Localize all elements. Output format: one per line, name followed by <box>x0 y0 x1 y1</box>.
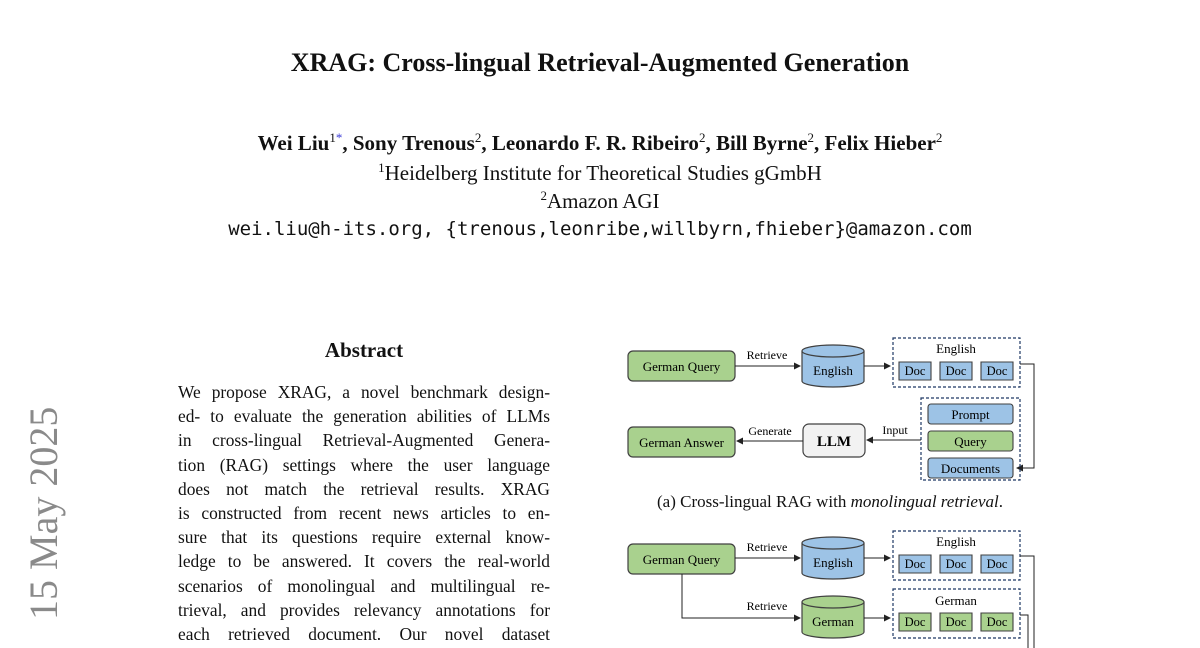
corresponding-mark: * <box>335 130 343 145</box>
german-docs-group-label-b: German <box>935 593 977 608</box>
german-query-label-b: German Query <box>642 552 721 567</box>
affiliation-name: Amazon AGI <box>546 189 660 213</box>
llm-label: LLM <box>816 434 852 450</box>
german-docs-connector-b <box>1020 615 1028 648</box>
english-docs-group-label: English <box>936 341 976 356</box>
affiliation-mark: 1 <box>378 160 385 175</box>
abstract-text <box>178 380 550 646</box>
author-affiliation-mark: 2 <box>474 130 482 145</box>
abstract-line: ledge to be answered. It covers the real-world <box>178 551 550 572</box>
caption-emphasis: monolingual retrieval <box>850 492 999 511</box>
german-answer-label: German Answer <box>639 435 724 450</box>
author-name: Leonardo F. R. Ribeiro <box>491 131 699 155</box>
abstract-line: We propose XRAG, a novel benchmark design- <box>178 382 550 402</box>
author-affiliation-mark: 2 <box>935 130 943 145</box>
author-emails: wei.liu@h-its.org, {trenous,leonribe,willbyrn,fhieber}@amazon.com <box>228 218 972 240</box>
english-database-label: English <box>813 363 853 378</box>
figure-caption-a <box>620 492 1040 512</box>
abstract-line: each retrieved document. Our novel dataset <box>178 624 550 645</box>
doc-label: Doc <box>904 615 926 629</box>
retrieve-label: Retrieve <box>746 348 788 362</box>
retrieve-label-b2: Retrieve <box>746 599 788 613</box>
input-label: Input <box>882 423 908 437</box>
english-docs-connector-b <box>1020 556 1034 648</box>
arxiv-side-stamp: 15 May 2025 <box>21 406 66 620</box>
figure-1-diagram <box>620 330 1040 648</box>
english-docs-group-label-b: English <box>936 534 976 549</box>
caption-text: (a) Cross-lingual RAG with <box>657 492 851 511</box>
retrieve-label-b1: Retrieve <box>746 540 788 554</box>
affiliation-1 <box>0 160 1200 186</box>
abstract-line: scenarios of monolingual and multilingual re- <box>178 575 550 596</box>
doc-label: Doc <box>986 364 1008 378</box>
abstract-heading: Abstract <box>324 338 404 362</box>
abstract-line: in cross-lingual Retrieval-Augmented Genera- <box>178 430 550 451</box>
doc-label: Doc <box>986 615 1008 629</box>
german-database-label-b: German <box>812 614 854 629</box>
query-label: Query <box>954 434 987 449</box>
doc-label: Doc <box>945 615 967 629</box>
affiliation-mark: 2 <box>540 188 547 203</box>
affiliation-2 <box>0 188 1200 214</box>
author-name: Felix Hieber <box>824 131 936 155</box>
abstract-line: ed- to evaluate the generation abilities of LLMs <box>178 406 550 427</box>
doc-label: Doc <box>945 557 967 571</box>
german-query-label: German Query <box>642 359 721 374</box>
prompt-label: Prompt <box>951 407 990 422</box>
doc-label: Doc <box>986 557 1008 571</box>
abstract-line: does not match the retrieval results. XRAG <box>178 478 550 499</box>
author-line: Wei Liu$^{1*}$, Sony Trenous$^2$, Leonardo F. R. Ribeiro$^2$, Bill Byrne$^2$, Felix Hieber$^2$ <box>257 130 943 155</box>
english-database-label-b: English <box>813 555 853 570</box>
doc-label: Doc <box>904 364 926 378</box>
author-affiliation-mark: 2 <box>807 130 815 145</box>
author-affiliation-mark: 2 <box>698 130 706 145</box>
caption-period: . <box>998 492 1003 511</box>
figure-1 <box>620 330 1040 648</box>
abstract-line: trieval, and provides relevancy annotations for <box>178 599 550 620</box>
paper-title: XRAG: Cross-lingual Retrieval-Augmented Generation <box>290 48 910 77</box>
doc-label: Doc <box>945 364 967 378</box>
author-name: Wei Liu <box>257 131 330 155</box>
abstract-line: is constructed from recent news articles to en- <box>178 503 550 524</box>
doc-label: Doc <box>904 557 926 571</box>
author-name: Bill Byrne <box>715 131 808 155</box>
generate-label: Generate <box>748 424 792 438</box>
author-name: Sony Trenous <box>352 131 475 155</box>
author-affiliation-mark: 1 <box>329 130 336 145</box>
abstract-line: tion (RAG) settings where the user language <box>178 454 550 475</box>
affiliation-name: Heidelberg Institute for Theoretical Studies gGmbH <box>384 161 822 185</box>
abstract-line: sure that its questions require external know- <box>178 527 550 548</box>
documents-label: Documents <box>940 461 1001 476</box>
